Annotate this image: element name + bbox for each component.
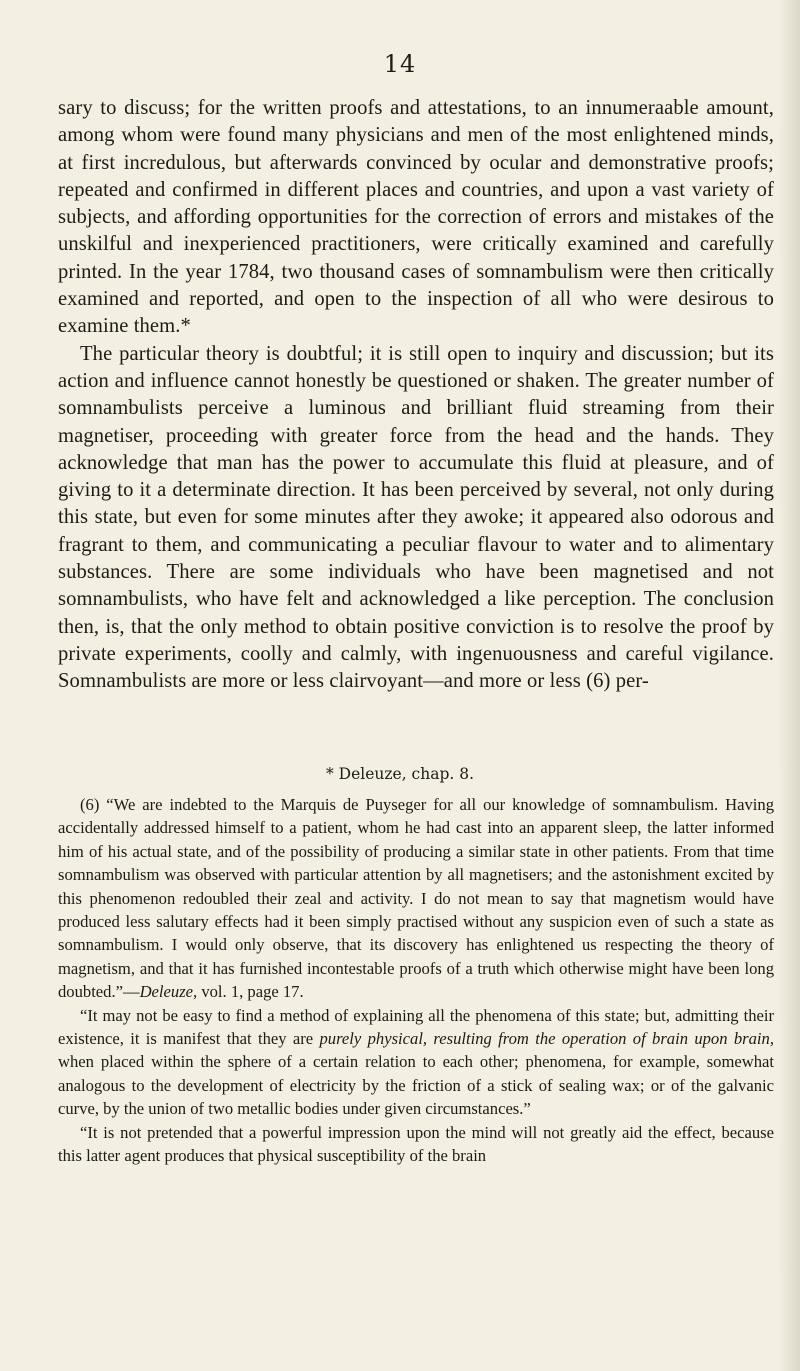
main-text [58,95,774,696]
paragraph-1: sary to discuss; for the written proofs and attestations, to an innumeraable amount, among whom were found many physicians and men of the most enlightened minds, at first incredulous, but afterwards convinced by ocular and demonstrative proofs; repeated and confirmed in different places and countries, and upon a vast variety of subjects, and affording opportunities for the correction of errors and mistakes of the unskilful and inexperienced practitioners, were critically examined and carefully printed. In the year 1784, two thousand cases of somnambulism were then critically examined and reported, and open to the inspection of all who were desirous to examine them.* [58,97,774,338]
note-6-source: Deleuze, [139,982,198,1002]
page-edge-shadow [778,0,800,1371]
paragraph-2: The particular theory is doubtful; it is still open to inquiry and discussion; but its action and influence cannot honestly be questioned or shaken. The greater number of somnambulists perceive a luminous and brilliant fluid streaming from their magnetiser, proceeding with greater force from the head and the hands. They acknowledge that man has the power to accumulate this fluid at pleasure, and of giving to it a determinate direction. It has been perceived by several, not only during this state, but even for some minutes after they awoke; it appeared also odorous and fragrant to them, and communicating a peculiar flavour to water and to alimentary substances. There are some individuals who have been magnetised and not somnambulists, who have felt and acknowledged a like perception. The conclusion then, is, that the only method to obtain positive conviction is to resolve the proof by private experiments, coolly and calmly, with ingenuousness and careful vigilance. Somnambulists are more or less clairvoyant—and more or less (6) per- [58,342,774,693]
note-7-text: “It may not be easy to find a method of explaining all the phenomena of this state; but, admitting their existence, it is manifest that they are [58,1005,774,1049]
note-8: “It is not pretended that a powerful impression upon the mind will not greatly aid the effect, because this latter agent produces that physical susceptibility of the brain [58,1122,774,1166]
note-7-text-end: when placed within the sphere of a certain relation to each other; phenomena, for example, somewhat analogous to the development of electricity by the friction of a stick of sealing wax; or of the galvanic curve, by the union of two metallic bodies under given circumstances.” [58,1052,774,1119]
page-number: 14 [383,50,417,78]
note-6-citation: vol. 1, page 17. [197,982,304,1002]
note-6-text: (6) “We are indebted to the Marquis de Puyseger for all our knowledge of somnambulism. Having accidentally addressed himself to a patient, whom he had cast into an apparent sleep, the latter informed him of his actual state, and of the possibility of producing a similar state in other patients. From that time somnambulism was observed with particular attention by all magnetisers; and the astonishment excited by this phenomenon redoubled their zeal and activity. I do not mean to say that magnetism would have produced less salutary effects had it been simply practised without any suspicion even of such a state as somnambulism. I would only observe, that its discovery has enlightened us respecting the theory of magnetism, and that it has furnished incontestable proofs of a truth which otherwise might have been long doubted.”— [58,795,774,1002]
note-7 [58,1004,774,1121]
note-7-emphasis: purely physical, resulting from the operation of brain upon brain, [319,1029,774,1049]
footnotes [58,793,774,1168]
note-6 [58,793,774,1004]
footnote-reference: * Deleuze, chap. 8. [325,765,475,783]
